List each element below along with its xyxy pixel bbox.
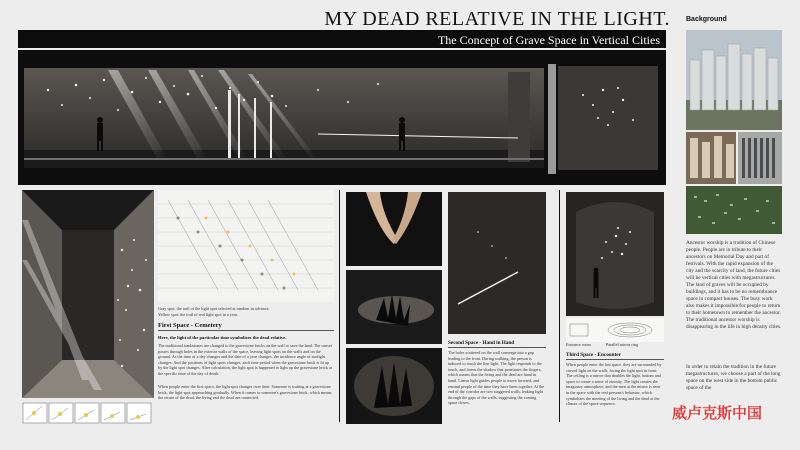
- section1-body-2: When people enter the first space, the light spot changes over time. Someone is waiting at a gravestone brick, the light spot approaching gradually. When it comes to someone's gravestone brick, which means the return of the dead, the living and the dead are connected.: [158, 384, 332, 401]
- hillside-cemetery-image: [686, 186, 782, 234]
- light-gap-corridor-image: [448, 192, 546, 334]
- residential-photo: [686, 132, 736, 184]
- light-spot-trail-diagram: [158, 190, 334, 302]
- section1-subtitle: Here, the light of the particular time symbolizes the dead relative.: [158, 335, 287, 340]
- page-title: MY DEAD RELATIVE IN THE LIGHT.: [324, 8, 670, 30]
- encounter-diagram-labels: [566, 342, 664, 348]
- mirror-ring-diagram: [566, 318, 664, 342]
- highrise-image: [738, 132, 782, 184]
- label-parallel-mirror-ring: Parallel mirror ring: [605, 342, 639, 347]
- sun-diagram-strip: [22, 402, 154, 424]
- shadow-hand-photo-2: [346, 348, 442, 424]
- column-divider-2: [559, 190, 560, 422]
- city-photo: [686, 30, 782, 130]
- section1-body-1: The traditional tombstones are changed to the gravestone bricks on the wall to save the land. The sunset passes through holes in the exterior walls of the space, leaving light spots on the walls and on the ground. As the time of a day changes and the date of a year changes, the incidence angle of sunlight changes. And the positions of light spots changes, each time period when the gravestone brick is lit up by the light spot changes. After calculation, the light spot is happened to light up the gravestone brick at the specific time of the day of death.: [158, 343, 332, 376]
- cemetery-interior-image: [22, 190, 154, 398]
- cemetery-photo: [686, 186, 782, 234]
- background-heading: Background: [686, 16, 727, 23]
- holding-hands-image: [346, 192, 442, 266]
- label-entrance-room: Entrance room: [566, 342, 591, 347]
- shadow-hand-photo-1: [346, 270, 442, 344]
- sun-angle-icons: [22, 402, 154, 424]
- residential-block-image: [686, 132, 736, 184]
- section1-title: First Space - Cemetery: [158, 322, 222, 329]
- legend-gray: Gray spot: the trail of the light spot selected at random in advance.: [158, 306, 270, 311]
- diagram-legend: [158, 306, 334, 317]
- hands-photo: [346, 192, 442, 266]
- hand-shadow-image-2: [346, 348, 442, 424]
- encounter-plan-diagram: [566, 318, 664, 342]
- light-trail-diagram: [158, 190, 334, 302]
- background-text-1: Ancestor worship is a tradition of Chinese people. People are in tribute to their ancestors on Memorial Day and part of festivals. With the rapid expansion of the city and the scarcity of land, the future cities will be vertical cities with megastructures. The land of graves will be occupied by buildings, and it has to be no remembrance space in compact houses. The busy work also makes it impossible for people to return to their hometown to remember the ancestor. The traditional ancestor worship is disappearing in the life in high density cities.: [686, 240, 782, 330]
- section3-body: When people enter the last space, they are surrounded by curved light on the walls, facing the light spot in front. The ceiling is a mirror that doubles the light, bottom and space to create a sense of eternity. The light creates the imaginary atmosphere, and the men at the mirror is seen in the space with the real persons's behavior, which symbolizes the meeting of the living and the dead at the climax of the space sequence.: [566, 362, 662, 407]
- section2-title: Second Space - Hand in Hand: [448, 340, 515, 346]
- corridor-render: [18, 50, 666, 185]
- section3-title: Third Space - Encounter: [566, 352, 621, 358]
- background-text-2: In order to retain the tradition in the future megastructures, we choose a part of the long space on the west side in the bottom public space of the: [686, 364, 781, 391]
- corridor-gap-render: [448, 192, 546, 334]
- city-towers-image: [686, 30, 782, 130]
- encounter-room-image: [566, 192, 664, 316]
- cemetery-render: [22, 190, 154, 398]
- encounter-render: [566, 192, 664, 316]
- section1-divider: [158, 330, 334, 331]
- highrise-photo: [738, 132, 782, 184]
- section2-divider: [448, 347, 546, 348]
- hand-shadow-image-1: [346, 270, 442, 344]
- section2-body: The holes scattered on the wall converge into a gap leading to the front. During walking, the person is induced to touch the line light. The light responds to the touch, and forms the shadow that penetrates the fingers, which means that the living and the dead are hand in hand. Linear light guides people to move forward, and remind people of the time they have been together. At the end of the corridor are two staggered walls, leaking light through the gaps of the walls, suggesting the coming space closes.: [448, 350, 545, 406]
- page-subtitle: The Concept of Grave Space in Vertical Cities: [437, 33, 660, 47]
- legend-yellow: Yellow spot: the trail of real light spot in a year.: [158, 311, 238, 317]
- section-render-image: [18, 50, 666, 185]
- watermark: 威卢克斯中国: [672, 405, 763, 422]
- section3-divider: [566, 359, 664, 360]
- column-divider-1: [339, 190, 340, 422]
